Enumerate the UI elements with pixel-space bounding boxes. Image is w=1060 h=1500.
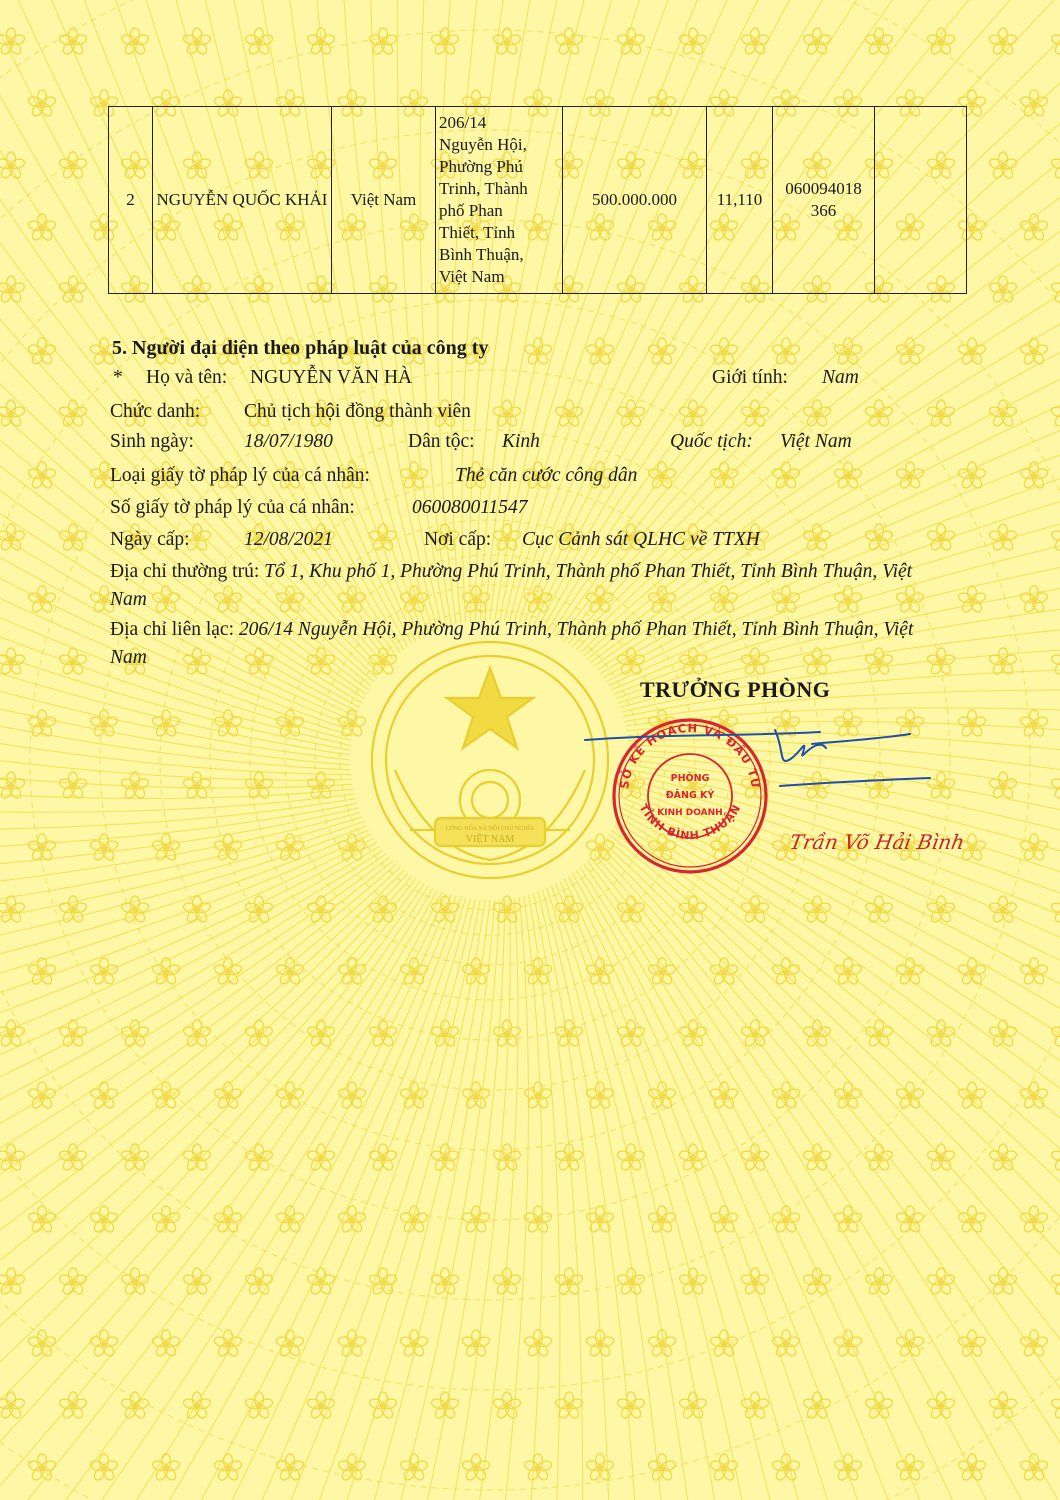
address-line: Thiết, Tỉnh: [439, 223, 516, 242]
permanent-address-label: Địa chỉ thường trú:: [110, 561, 260, 582]
gender-value: Nam: [822, 367, 859, 388]
stamp-center-line-3: KINH DOANH: [657, 808, 723, 818]
ethnic-value: Kinh: [502, 431, 540, 452]
row-number-cell: 2: [109, 107, 153, 294]
member-name-cell: NGUYỄN QUỐC KHẢI: [153, 107, 332, 294]
position-value: Chủ tịch hội đồng thành viên: [244, 401, 471, 422]
address-cell: [436, 107, 563, 294]
address-line: phố Phan: [439, 201, 503, 220]
signer-name: Trần Võ Hải Bình: [787, 830, 967, 854]
nationality-value: Việt Nam: [780, 431, 852, 452]
address-line: Trinh, Thành: [439, 179, 528, 198]
name-label: Họ và tên:: [146, 367, 228, 388]
dob-value: 18/07/1980: [244, 431, 333, 452]
members-table: [108, 106, 967, 294]
contact-address-label: Địa chỉ liên lạc:: [110, 619, 234, 640]
gender-label: Giới tính:: [712, 367, 788, 388]
bullet: *: [113, 367, 123, 388]
doc-number-value: 060080011547: [412, 497, 528, 518]
issue-place-label: Nơi cấp:: [424, 529, 492, 550]
issue-date-value: 12/08/2021: [244, 529, 333, 550]
stamp-center-line-2: ĐĂNG KÝ: [665, 790, 715, 801]
permanent-address-value: Tổ 1, Khu phố 1, Phường Phú Trinh, Thành phố Phan Thiết, Tỉnh Bình Thuận, Việt Nam: [110, 561, 913, 610]
id-line: 366: [810, 201, 837, 220]
name-value: NGUYỄN VĂN HÀ: [250, 367, 413, 388]
contact-address: [110, 616, 950, 672]
doc-type-label: Loại giấy tờ pháp lý của cá nhân:: [110, 465, 370, 486]
emblem-text-2: VIỆT NAM: [465, 834, 515, 845]
ratio-cell: 11,110: [707, 107, 773, 294]
issue-place-value: Cục Cảnh sát QLHC về TTXH: [522, 529, 760, 550]
doc-number-label: Số giấy tờ pháp lý của cá nhân:: [110, 497, 355, 518]
address-line: Phường Phú: [439, 157, 523, 176]
issue-date-label: Ngày cấp:: [110, 529, 190, 550]
emblem-text-1: CỘNG HÒA XÃ HỘI CHỦ NGHĨA: [445, 826, 535, 832]
id-number-cell: [773, 107, 875, 294]
permanent-address: [110, 558, 950, 614]
section-title: 5. Người đại diện theo pháp luật của công ty: [112, 337, 489, 359]
stamp-center-line-1: PHÒNG: [670, 773, 710, 784]
address-line: Việt Nam: [439, 267, 505, 286]
stamp-bottom-text: TỈNH BÌNH THUẬN: [636, 801, 744, 843]
address-line: 206/14: [439, 113, 487, 132]
contact-address-value: 206/14 Nguyễn Hội, Phường Phú Trinh, Thành phố Phan Thiết, Tỉnh Bình Thuận, Việt Nam: [110, 619, 914, 668]
capital-cell: 500.000.000: [563, 107, 707, 294]
table-row: [109, 107, 967, 294]
address-line: Nguyễn Hội,: [439, 135, 527, 154]
nationality-cell: Việt Nam: [332, 107, 436, 294]
doc-type-value: Thẻ căn cước công dân: [455, 465, 638, 486]
id-line: 060094018: [785, 179, 862, 198]
note-cell: [875, 107, 967, 294]
nationality-label: Quốc tịch:: [670, 431, 753, 452]
ethnic-label: Dân tộc:: [408, 431, 475, 452]
handwritten-signature: [580, 722, 940, 802]
dob-label: Sinh ngày:: [110, 431, 194, 452]
signer-title: TRƯỞNG PHÒNG: [640, 677, 831, 702]
position-label: Chức danh:: [110, 401, 201, 422]
address-line: Bình Thuận,: [439, 245, 524, 264]
stamp-top-text: SỞ KẾ HOẠCH VÀ ĐẦU TƯ: [617, 720, 763, 790]
